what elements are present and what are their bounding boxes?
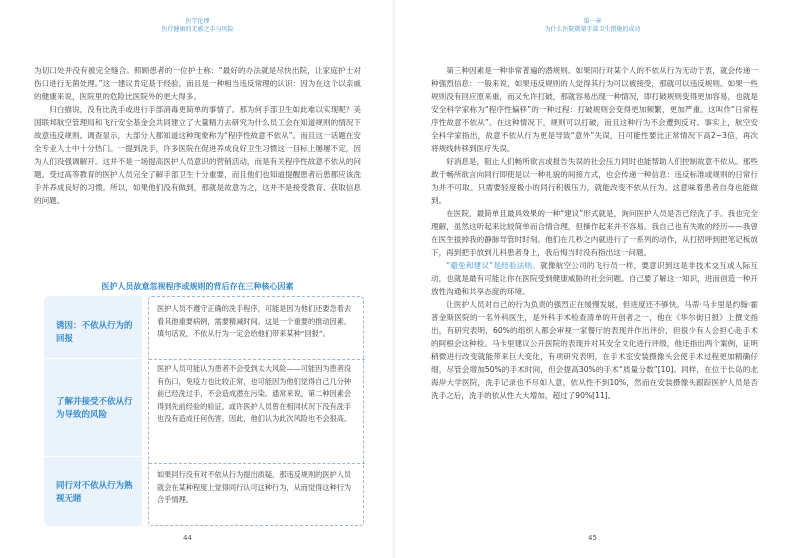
right-running-head-line-2: 为什么医院微量手部卫生措施的成功 — [544, 26, 641, 33]
rule-of-thumb-highlight: “避免和建议”是经验法则。 — [446, 261, 541, 270]
left-body-text — [34, 64, 361, 207]
factor-desc-peers: 如果同行没有对不依从行为提出质疑，那违反规则的医护人员就会在某种程度上觉得同行认可这种行为，从而觉得这种行为合乎情理。 — [157, 470, 352, 504]
factor-desc-incentive: 医护人员不遵守正确的洗手程序，可能是因为他们还要急着去看其他重要病例，需要精减时间。这是一个重要的推动因素。填句话说，不依从行为一定会给他们带来某种“回报”。 — [157, 304, 352, 338]
factors-section-title: 医护人员故意忽视程序或规则的背后存在三种核心因素 — [101, 282, 294, 291]
right-paragraph-3: 在医院，最简单且最具效果的一种“建议”形式就是，询问医护人员是否已经洗了手。我也完全理解，虽然这听起来比较简单而合情合理，但操作起来并不容易。我自己也有失败的经历——我曾在医生拔掉我的静脉导管时时刻。他们在几秒之内就进行了一系列的动作，从打招呼到把笔记板放下，再到把手放到儿科患者身上，我后悔当时没有指出这一问题。 — [431, 209, 758, 257]
left-running-head — [0, 18, 395, 34]
right-running-head-line-1: 第一章 — [583, 18, 602, 25]
factor-desc-separator — [149, 359, 365, 360]
left-paragraph-2: 归白描说，没有比洗手或进行手部消毒更简单的事情了。那为何手部卫生如此难以实现呢？美国联邦航空管理局和飞行安全基金会共同建立了大量精力去研究为什么员工会在知道规则的情况下故意违反规则。调查显示，大部分人都知道这种现象称为“程序性故意不依从”。而且这一话题在安全专业人士中十分热门。一提到洗手，许多医院在促进养成良好卫生习惯这一目标上屡屡不定，因为人们没强调解开。这并不是一场提高医护人员意识的营销活动，而是有关程序性故意不依从的问题。受过高等教育的医护人员完全了解手部卫生十分重要，而且他们也知道提醒患者后患都应该洗手并养成良好的习惯。所以，如果他们没有做到，那就是故意为之，这并不是接受教育、获取信息的问题。 — [34, 105, 361, 205]
factor-label-risk: 了解并接受不依从行为导致的风险 — [56, 397, 133, 420]
right-page — [395, 0, 790, 558]
left-running-head-line-2: 医疗健康的无影之手与风险 — [161, 26, 234, 33]
left-page-number: 44 — [183, 534, 192, 542]
factor-desc-risk: 医护人员可能认为患者不会受到太大风险——可能因为患者没有伤口，免疫力也比较正常，也可能因为他们觉得自己几分钟前已经洗过手，不会造成潜在污染。通常来说，第二种因素会得到先前经验的验证。或许医护人员曾在相同状况下没有洗手也没有造成任何伤害，因此，他们认为此次风险也不会很高。 — [157, 364, 352, 423]
factors-label-column — [44, 296, 142, 526]
factor-label-divider — [44, 456, 142, 457]
right-paragraph-2: 好消息是，阻止人们畅所欲言或报告失误的社会压力同时也能帮助人们控制故意不依从。那些敢于畅所欲言向同行即使是以一种礼貌的间接方式，也会传递一种信息：违反标准或规则的日常行为并不可取。只需要轻度极小的同行积极压力，就能改变不依从行为。这意味着患者自身也能做到。 — [431, 157, 758, 205]
factors-panel — [44, 296, 364, 526]
right-paragraph-4 — [431, 259, 758, 298]
factor-label-peers: 同行对不依从行为熟视无睹 — [56, 481, 133, 504]
factor-desc-separator — [149, 463, 365, 464]
factor-label-divider — [44, 358, 142, 359]
right-paragraph-4-rest: 就像航空公司的飞行员一样，要意识到这是非技术交互或人际互动，也就是最有可能让你在医院受到健康威胁的社会问题。自己要了解这一知识，进而创造一种开放性沟通和共享态度的环境。 — [431, 261, 758, 296]
right-running-head — [395, 18, 790, 34]
factors-description-column — [148, 296, 364, 526]
right-page-number: 45 — [588, 534, 597, 542]
factor-label-incentive: 诱因：不依从行为的回报 — [56, 321, 133, 344]
right-paragraph-1: 第三种因素是一种非常普遍的潜规则。如果同行对某个人的不依从行为无动于衷，就会传递一种强烈信息：一般来说，如果违反规则的人觉得其行为可以被接受，那就可以违反规则。如果一些规则没有回应原来重，而又允许打破，那就容易出现一种情况，即打破规则变得更加容易，也就是安全科学家称为“程序性偏移”的一种过程：打破规则会变得更加频繁，更加严重。这叫作“日常程序性故意不依从”。在这种情况下，规则可以打破，而且这种行为不会遭到反对。事实上，航空安全科学家指出，故意不依从行为更是导致“意外”失误，日可能性要比正常情况下高2~3倍，再次将规线转移到医疗失误。 — [431, 66, 758, 153]
left-running-head-line-1: 医学伦理 — [185, 18, 210, 25]
right-body-text — [431, 64, 758, 402]
right-paragraph-5: 让医护人员对自己的行为负责的强烈正在缓慢发展，但进度还不够快。马蒂·马卡里是约翰·霍普金斯医院的一名外科医生，是外科手术检查清单的开创者之一，他在《华尔街日报》上撰文指出，有研究表明，60%的组织人都会审视一家餐厅的表现并作出评价，但很少有人会担心赴手术的阿根会这种检。马卡里建议公开医院的表现并对其安全文化进行评级，他还指出两个案例，证明稍微进行改变就能带来巨大变化，有项研究表明，在手术室安装摄像头会使手术过程更加精确仔细，尽管会增加50%的手术时间，但会提高30%的手术“质量分数”[10]。同样，在位于长岛的北海岸大学医院，洗手记录也不尽如人意，依从性不到10%，然而在安装摄像头跟踪医护人员是否洗手之后，洗手的依从性大大增加，超过了90%[11]。 — [431, 300, 758, 400]
left-paragraph-1: 为切口处并没有被完全缝合。照顾患者的一位护士称：“最好的办法就是尽快出院，让家庭护士对伤口进行无菌处理。”这一建议肯定基于经验，而且是一种相当违反常理的认识：因为在这个以亲戚的健康来说，医院里的危险比医院外的更大得多。 — [34, 66, 361, 101]
